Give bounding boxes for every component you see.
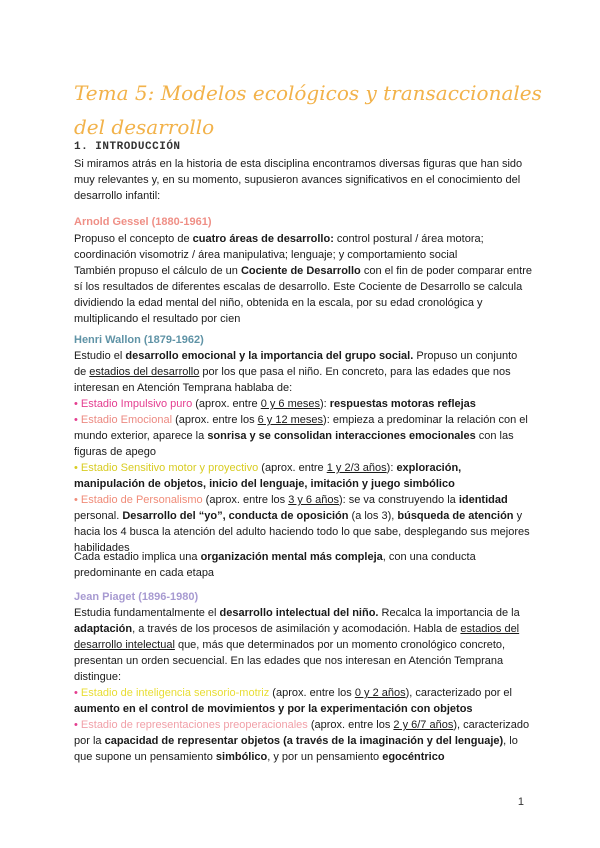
gesell-paragraph-1: Propuso el concepto de cuatro áreas de desarrollo: control postural / área motora; coordinación visomotriz / área manipulativa; lenguaje; y comportamiento social [74, 233, 484, 261]
wallon-conclusion [74, 549, 532, 581]
wallon-stage-1: • Estadio Impulsivo puro (aprox. entre 0 y 6 meses): respuestas motoras reflejas [74, 398, 476, 410]
page-title: Tema 5: Modelos ecológicos y transaccionales del desarrollo [74, 81, 542, 139]
intro-paragraph [74, 156, 532, 204]
section-heading: 1. INTRODUCCIÓN [74, 141, 181, 153]
piaget-heading: Jean Piaget (1896-1980) [74, 591, 199, 603]
intro-text: Si miramos atrás en la historia de esta disciplina encontramos diversas figuras que han sido muy relevantes y, en su momento, supusieron avances significativos en el conocimiento del desarrollo infantil: [74, 158, 523, 202]
wallon-paragraph-1: Estudio el desarrollo emocional y la importancia del grupo social. Propuso un conjunto de estadios del desarrollo por los que pasa el niño. En concreto, para las edades que nos interesan en Atención Temprana hablaba de: [74, 350, 518, 394]
gesell-heading: Arnold Gessel (1880-1961) [74, 216, 212, 228]
wallon-stage-3: • Estadio Sensitivo motor y proyectivo (aprox. entre 1 y 2/3 años): exploración, manipulación de objetos, inicio del lenguaje, imitación y juego simbólico [74, 462, 462, 490]
wallon-heading: Henri Wallon (1879-1962) [74, 334, 204, 346]
gesell-body [74, 231, 532, 327]
piaget-paragraph-1: Estudia fundamentalmente el desarrollo intelectual del niño. Recalca la importancia de la adaptación, a través de los procesos de asimilación y acomodación. Habla de estadios del desarrollo intelectual que, más que determinados por un momento cronológico concreto, presentan un orden secuencial. En las edades que nos interesan en Atención Temprana distingue: [74, 607, 520, 683]
piaget-stage-2: • Estadio de representaciones preoperacionales (aprox. entre los 2 y 6/7 años), caracterizado por la capacidad de representar objetos (a través de la imaginación y del lenguaje), lo que supone un pensamiento simbólico, y por un pensamiento egocéntrico [74, 719, 530, 763]
piaget-stage-1: • Estadio de inteligencia sensorio-motriz (aprox. entre los 0 y 2 años), caracterizado por el aumento en el control de movimientos y por la experimentación con objetos [74, 687, 512, 715]
wallon-stage-4: • Estadio de Personalismo (aprox. entre los 3 y 6 años): se va construyendo la identidad personal. Desarrollo del “yo”, conducta de oposición (a los 3), búsqueda de atención y hacia los 4 busca la atención del adulto haciendo todo lo que sabe, desplegando sus mejores habilidades [74, 494, 530, 554]
gesell-paragraph-2: También propuso el cálculo de un Cociente de Desarrollo con el fin de poder comparar entre sí los resultados de diferentes escalas de desarrollo. Este Cociente de Desarrollo se calcula dividiendo la edad mental del niño, obtenida en la escala, por su edad cronológica y multiplicando el resultado por cien [74, 265, 532, 325]
piaget-body [74, 605, 532, 765]
wallon-conclusion-text: Cada estadio implica una organización mental más compleja, con una conducta predominante en cada etapa [74, 551, 476, 579]
page-number: 1 [517, 796, 524, 808]
wallon-stage-2: • Estadio Emocional (aprox. entre los 6 y 12 meses): empieza a predominar la relación con el mundo exterior, aparece la sonrisa y se consolidan interacciones emocionales con las figuras de apego [74, 414, 528, 458]
wallon-body [74, 348, 532, 556]
